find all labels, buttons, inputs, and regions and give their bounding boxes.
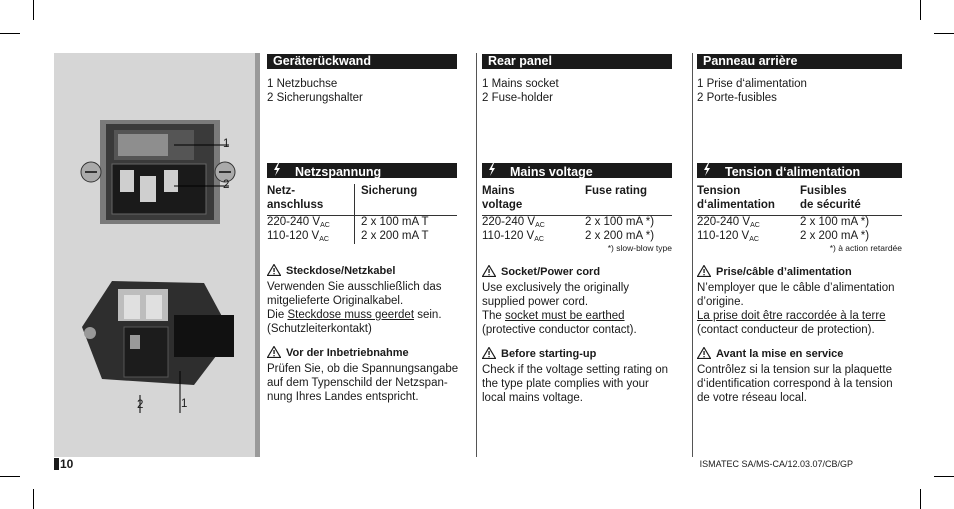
- text-suffix: sein. (Schutzleiterkontakt): [267, 309, 442, 335]
- page-number-text: 10: [60, 457, 74, 471]
- voltage-value: 110-120 V: [482, 230, 535, 242]
- section-title-text: Before starting-up: [501, 348, 597, 360]
- voltage-value: 220-240 V: [697, 216, 751, 228]
- section-title-text: Vor der Inbetriebnahme: [286, 347, 409, 359]
- lightning-icon: [273, 163, 285, 180]
- list-item: 1 Prise d‘alimentation: [697, 78, 807, 90]
- figure-panel: [54, 53, 259, 457]
- header-rear-panel-de: Geräterückwand: [267, 54, 457, 69]
- section-start-en: [482, 347, 674, 405]
- section-title-text: Socket/Power cord: [501, 266, 601, 278]
- table-cell: 2 x 100 mA *): [585, 216, 655, 228]
- table-cell: [482, 229, 544, 247]
- warning-icon: [267, 346, 281, 362]
- fuse-holder-photo: [54, 275, 259, 425]
- callout-2-bottom: 2: [137, 399, 144, 411]
- crop-mark: [33, 489, 34, 509]
- underlined-text: socket must be earthed: [505, 310, 625, 322]
- warning-icon: [697, 347, 711, 363]
- lightning-icon: [488, 163, 500, 180]
- item-list-en: [482, 77, 559, 105]
- crop-mark: [0, 33, 20, 34]
- voltage-value: 110-120 V: [697, 230, 750, 242]
- underlined-text: La prise doit être raccordée à la terre: [697, 310, 886, 322]
- header-voltage-label: Netzspannung: [295, 165, 382, 179]
- section-socket-de: [267, 264, 459, 336]
- table-cell: 2 x 100 mA *): [800, 216, 870, 228]
- crop-mark: [920, 0, 921, 20]
- section-title: [697, 347, 907, 363]
- callout-2-top: 2: [223, 179, 230, 191]
- section-title: [482, 347, 674, 363]
- footnote: *) à action retardée: [829, 243, 902, 253]
- table-cell: 2 x 200 mA T: [361, 230, 429, 242]
- col1-line2: anschluss: [267, 199, 324, 211]
- col2-line1: Fusibles: [800, 185, 847, 197]
- table-header-col1: [697, 184, 775, 212]
- table-header-col2: Sicherung: [361, 185, 418, 197]
- col1-line2: d‘alimentation: [697, 199, 775, 211]
- warning-icon: [697, 265, 711, 281]
- col1-line1: Netz-: [267, 185, 296, 197]
- table-cell: 2 x 200 mA *): [800, 230, 870, 242]
- header-voltage-de: [267, 163, 457, 178]
- section-title-text: Steckdose/Netzkabel: [286, 265, 396, 277]
- section-text: Contrôlez si la tension sur la plaquette d‘identification correspond à la tension de votre réseau local.: [697, 364, 893, 404]
- header-voltage-label: Tension d‘alimentation: [725, 165, 861, 179]
- section-title-text: Avant la mise en service: [716, 348, 844, 360]
- section-text-earthing: [482, 309, 674, 337]
- underlined-text: Steckdose muss geerdet: [287, 309, 415, 321]
- section-text: Verwenden Sie ausschließlich das mitgelieferte Originalkabel.: [267, 281, 442, 307]
- table-header-col1: [267, 184, 323, 212]
- text-suffix: (protective conductor contact).: [482, 324, 637, 336]
- section-start-fr: [697, 347, 907, 405]
- voltage-sub: AC: [319, 236, 329, 243]
- table-cell: [697, 229, 759, 247]
- crop-mark: [0, 476, 20, 477]
- header-voltage-fr: [697, 163, 902, 178]
- list-item: 2 Fuse-holder: [482, 92, 553, 104]
- table-cell: 2 x 100 mA T: [361, 216, 429, 228]
- voltage-value: 110-120 V: [267, 230, 320, 242]
- section-title: [697, 265, 907, 281]
- section-text: Check if the voltage setting rating on the type plate complies with your local mains voltage.: [482, 364, 669, 404]
- col2-line2: de sécurité: [800, 199, 861, 211]
- list-item: 1 Netzbuchse: [267, 78, 338, 90]
- section-start-de: [267, 346, 459, 404]
- table-vline: [354, 184, 355, 244]
- text-suffix: (contact conducteur de protection).: [697, 324, 875, 336]
- crop-mark: [920, 489, 921, 509]
- voltage-sub: AC: [750, 222, 760, 229]
- page-number: [54, 457, 73, 471]
- document-reference: ISMATEC SA/MS-CA/12.03.07/CB/GP: [699, 459, 853, 469]
- section-text: Prüfen Sie, ob die Spannungsangabe auf dem Typenschild der Netzspan-nung Ihres Landes entspricht.: [267, 363, 459, 403]
- crop-mark: [934, 33, 954, 34]
- section-title: [482, 265, 674, 281]
- page-marker: [54, 458, 59, 470]
- figure-panel-edge: [255, 53, 260, 457]
- table-header-col2: [800, 184, 861, 212]
- section-title: [267, 346, 459, 362]
- header-voltage-label: Mains voltage: [510, 165, 593, 179]
- section-text-earthing: [267, 308, 459, 336]
- footnote: *) slow-blow type: [607, 243, 672, 253]
- column-divider: [476, 53, 477, 457]
- text-prefix: The: [482, 310, 506, 322]
- section-title-text: Prise/câble d’alimentation: [716, 266, 852, 278]
- section-socket-fr: [697, 265, 907, 337]
- list-item: 1 Mains socket: [482, 78, 559, 90]
- table-cell: [267, 229, 329, 247]
- section-text-earthing: [697, 309, 907, 337]
- lightning-icon: [703, 163, 715, 180]
- item-list-fr: [697, 77, 807, 105]
- section-title: [267, 264, 459, 280]
- voltage-sub: AC: [534, 236, 544, 243]
- column-divider: [692, 53, 693, 457]
- warning-icon: [482, 265, 496, 281]
- header-rear-panel-fr: Panneau arrière: [697, 54, 902, 69]
- callout-1-bottom: 1: [181, 398, 188, 410]
- header-rear-panel-en: Rear panel: [482, 54, 672, 69]
- table-cell: 2 x 200 mA *): [585, 230, 655, 242]
- text-prefix: Die: [267, 309, 288, 321]
- table-header-col1: [482, 184, 522, 212]
- list-item: 2 Sicherungshalter: [267, 92, 363, 104]
- section-socket-en: [482, 265, 674, 337]
- voltage-value: 220-240 V: [267, 216, 321, 228]
- callout-1-top: 1: [223, 138, 230, 150]
- section-text: N’employer que le câble d’alimentation d’origine.: [697, 282, 895, 308]
- voltage-sub: AC: [320, 222, 330, 229]
- crop-mark: [934, 476, 954, 477]
- col1-line1: Tension: [697, 185, 741, 197]
- section-text: Use exclusively the originally supplied power cord.: [482, 282, 630, 308]
- warning-icon: [267, 264, 281, 280]
- table-header-col2: Fuse rating: [585, 185, 647, 197]
- voltage-value: 220-240 V: [482, 216, 536, 228]
- warning-icon: [482, 347, 496, 363]
- voltage-sub: AC: [749, 236, 759, 243]
- crop-mark: [33, 0, 34, 20]
- item-list-de: [267, 77, 363, 105]
- col1-line1: Mains: [482, 185, 515, 197]
- header-voltage-en: [482, 163, 672, 178]
- list-item: 2 Porte-fusibles: [697, 92, 777, 104]
- voltage-sub: AC: [535, 222, 545, 229]
- col1-line2: voltage: [482, 199, 523, 211]
